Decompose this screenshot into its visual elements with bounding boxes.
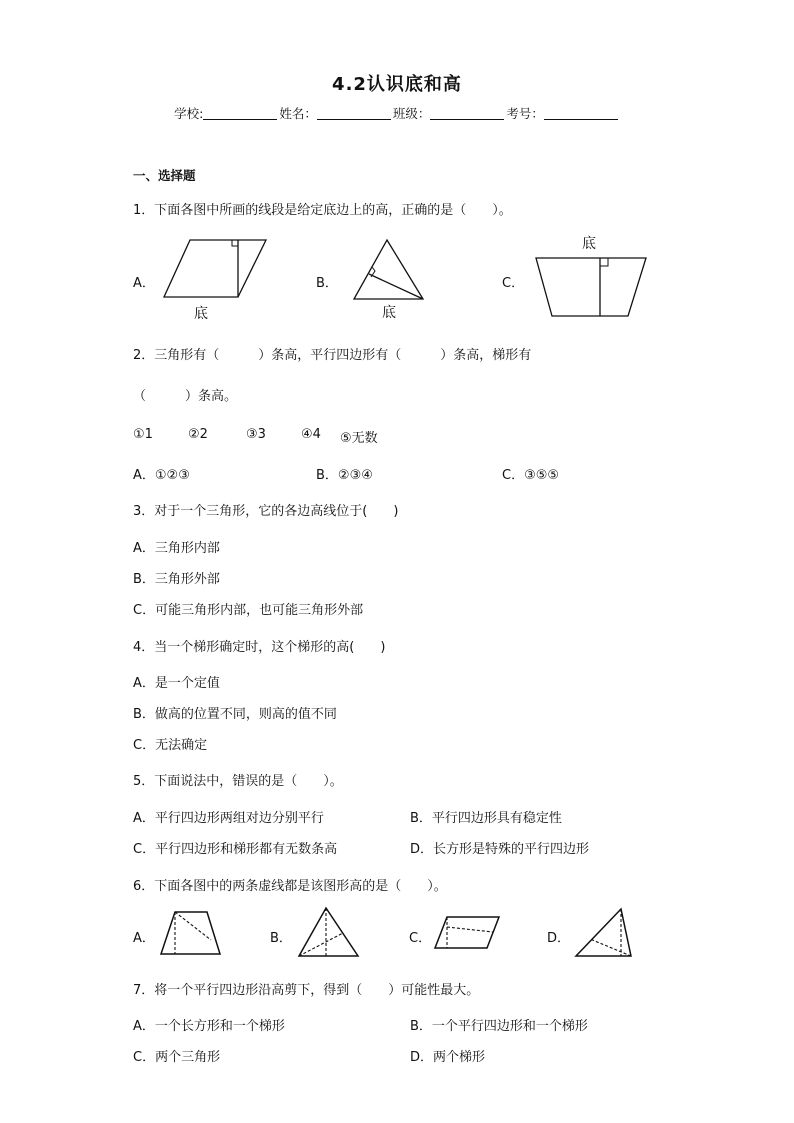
exam-no-blank[interactable] xyxy=(544,107,618,120)
name-label: 姓名： xyxy=(279,106,317,121)
q4-option-b[interactable]: B．做高的位置不同，则高的值不同 xyxy=(133,707,337,722)
q4-option-a[interactable]: A．是一个定值 xyxy=(133,676,220,691)
q5-option-c[interactable]: C．平行四边形和梯形都有无数条高 xyxy=(133,842,338,857)
q6-figure-a-trapezoid xyxy=(158,910,224,958)
page-title: 4.2认识底和高 xyxy=(332,74,462,95)
q6-figure-b-triangle xyxy=(296,906,362,960)
q7-stem: 7．将一个平行四边形沿高剪下，得到（ ）可能性最大。 xyxy=(133,983,480,998)
q6-figure-c-parallelogram xyxy=(433,914,503,952)
q3-stem: 3．对于一个三角形，它的各边高线位于( ) xyxy=(133,504,399,519)
q3-option-a[interactable]: A．三角形内部 xyxy=(133,541,220,556)
q6-option-a[interactable]: A． xyxy=(133,931,155,946)
q2-choice-4: ④4 xyxy=(301,427,321,442)
q4-option-c[interactable]: C．无法确定 xyxy=(133,738,208,753)
q5-stem: 5．下面说法中，错误的是（ ）。 xyxy=(133,774,343,789)
q1-option-c[interactable]: C． xyxy=(502,276,525,291)
q2-option-c[interactable]: C．③⑤⑤ xyxy=(502,468,560,483)
q6-stem: 6．下面各图中的两条虚线都是该图形高的是（ ）。 xyxy=(133,879,447,894)
q2-line1: 2．三角形有（ ）条高，平行四边形有（ ）条高，梯形有 xyxy=(133,348,532,363)
student-info-line xyxy=(0,104,794,122)
q6-option-b[interactable]: B． xyxy=(270,931,292,946)
section-heading: 一、选择题 xyxy=(133,168,196,183)
q3-option-b[interactable]: B．三角形外部 xyxy=(133,572,220,587)
name-blank[interactable] xyxy=(317,107,391,120)
class-label: 班级： xyxy=(392,106,431,121)
q7-option-c[interactable]: C．两个三角形 xyxy=(133,1050,221,1065)
q1-option-a[interactable]: A． xyxy=(133,276,155,291)
q1-b-base-label: 底 xyxy=(382,305,396,321)
q1-a-base-label: 底 xyxy=(194,306,208,322)
q1-c-base-label: 底 xyxy=(582,236,596,252)
q5-option-a[interactable]: A．平行四边形两组对边分别平行 xyxy=(133,811,324,826)
q2-choice-1: ①1 xyxy=(133,427,153,442)
q2-choice-3: ③3 xyxy=(246,427,266,442)
school-label: 学校: xyxy=(174,106,204,121)
q6-option-d[interactable]: D． xyxy=(547,931,571,946)
q4-stem: 4．当一个梯形确定时，这个梯形的高( ) xyxy=(133,640,386,655)
exam-no-label: 考号： xyxy=(506,106,544,121)
q2-choice-2: ②2 xyxy=(188,427,208,442)
q2-option-b[interactable]: B．②③④ xyxy=(316,468,373,483)
q7-option-b[interactable]: B．一个平行四边形和一个梯形 xyxy=(410,1019,588,1034)
q1-figure-b-triangle xyxy=(350,236,430,326)
q3-option-c[interactable]: C．可能三角形内部，也可能三角形外部 xyxy=(133,603,364,618)
class-blank[interactable] xyxy=(430,107,504,120)
school-blank[interactable] xyxy=(203,107,277,120)
q2-option-a[interactable]: A．①②③ xyxy=(133,468,190,483)
q6-option-c[interactable]: C． xyxy=(409,931,432,946)
q2-choice-5: ⑤无数 xyxy=(340,431,378,446)
q7-option-a[interactable]: A．一个长方形和一个梯形 xyxy=(133,1019,285,1034)
q1-figure-c-trapezoid xyxy=(532,232,652,322)
q1-figure-a-parallelogram xyxy=(160,236,270,326)
q6-figure-d-triangle xyxy=(573,907,635,959)
q5-option-b[interactable]: B．平行四边形具有稳定性 xyxy=(410,811,562,826)
q2-line2: （ ）条高。 xyxy=(133,389,238,404)
q5-option-d[interactable]: D．长方形是特殊的平行四边形 xyxy=(410,842,590,857)
q1-stem: 1．下面各图中所画的线段是给定底边上的高，正确的是（ ）。 xyxy=(133,203,512,218)
q1-option-b[interactable]: B． xyxy=(316,276,338,291)
q7-option-d[interactable]: D．两个梯形 xyxy=(410,1050,486,1065)
